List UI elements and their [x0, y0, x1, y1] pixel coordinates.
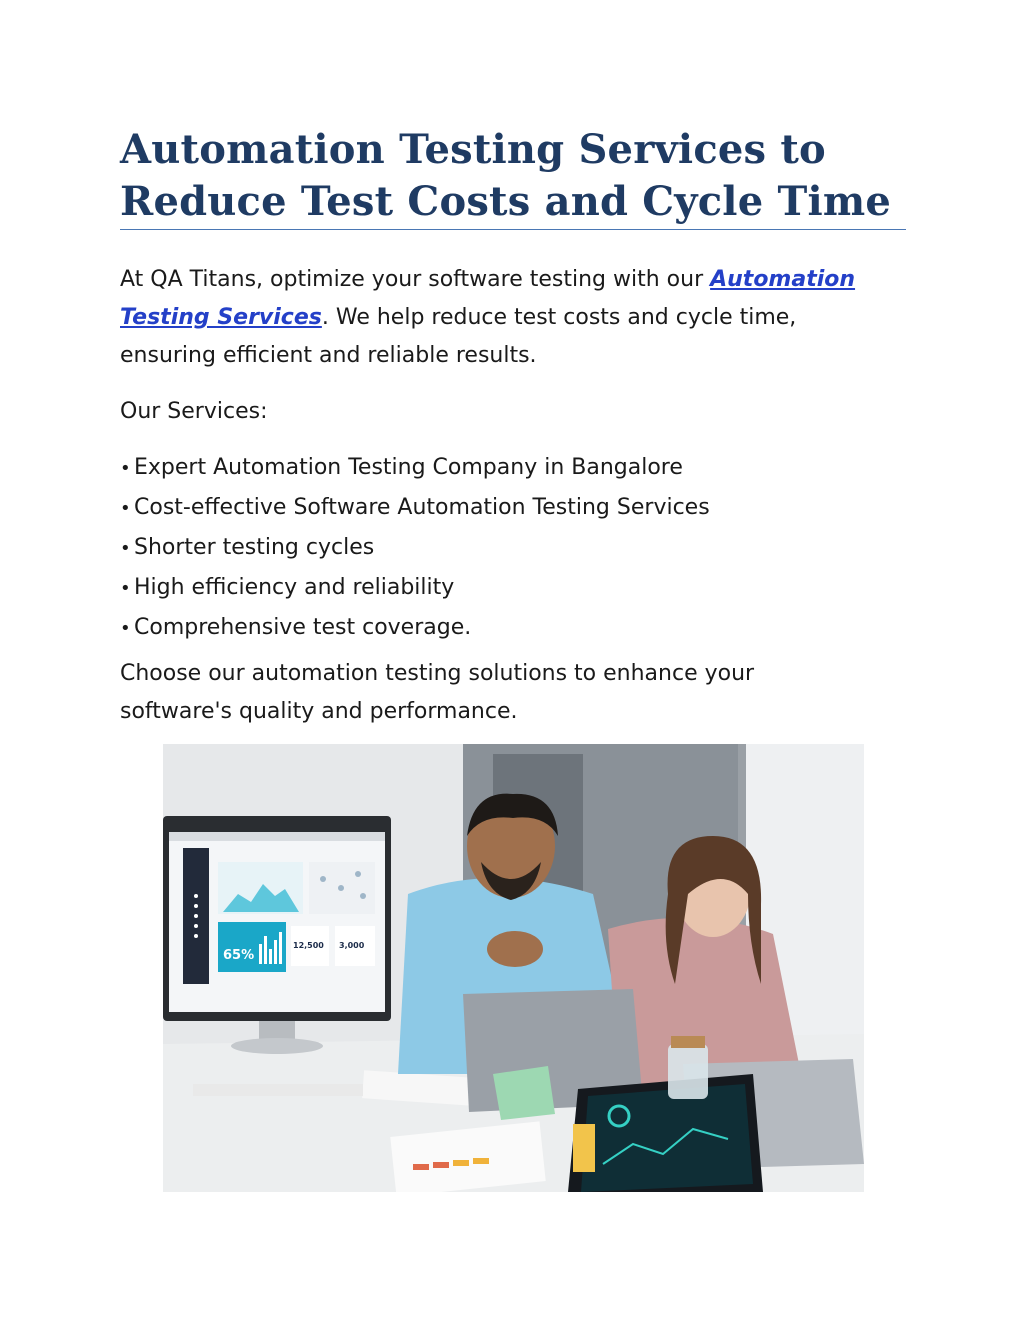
closing-paragraph: Choose our automation testing solutions to enhance your software's quality and performance. — [120, 661, 755, 724]
bullet-icon: • — [120, 578, 131, 599]
title-underline — [120, 229, 906, 230]
list-item — [120, 608, 710, 648]
service-text: Shorter testing cycles — [134, 535, 375, 560]
bullet-icon: • — [120, 618, 131, 639]
intro-suffix: . We help reduce test costs and cycle time, ensuring efficient and reliable results. — [120, 305, 797, 368]
title-line-1: Automation Testing Services to — [120, 126, 826, 173]
list-item — [120, 568, 710, 608]
bullet-icon: • — [120, 538, 131, 559]
service-text: High efficiency and reliability — [134, 575, 455, 600]
service-text: Cost-effective Software Automation Testing Services — [134, 495, 710, 520]
dashboard-stat-3: 3,000 — [339, 941, 365, 950]
list-item — [120, 448, 710, 488]
services-heading: Our Services: — [120, 399, 268, 424]
page-title — [120, 124, 910, 228]
title-line-2: Reduce Test Costs and Cycle Time — [120, 178, 892, 225]
list-item — [120, 488, 710, 528]
office-team-photo — [163, 744, 864, 1192]
dashboard-stat-1: 65% — [223, 948, 255, 963]
dashboard-stat-2: 12,500 — [293, 941, 324, 950]
intro-paragraph — [120, 261, 880, 375]
bullet-icon: • — [120, 498, 131, 519]
automation-testing-services-link[interactable]: Automation Testing Services — [120, 267, 856, 330]
services-list — [120, 448, 710, 648]
service-text: Comprehensive test coverage. — [134, 615, 472, 640]
list-item — [120, 528, 710, 568]
intro-prefix: At QA Titans, optimize your software testing with our — [120, 267, 711, 292]
service-text: Expert Automation Testing Company in Bangalore — [134, 455, 683, 480]
bullet-icon: • — [120, 458, 131, 479]
